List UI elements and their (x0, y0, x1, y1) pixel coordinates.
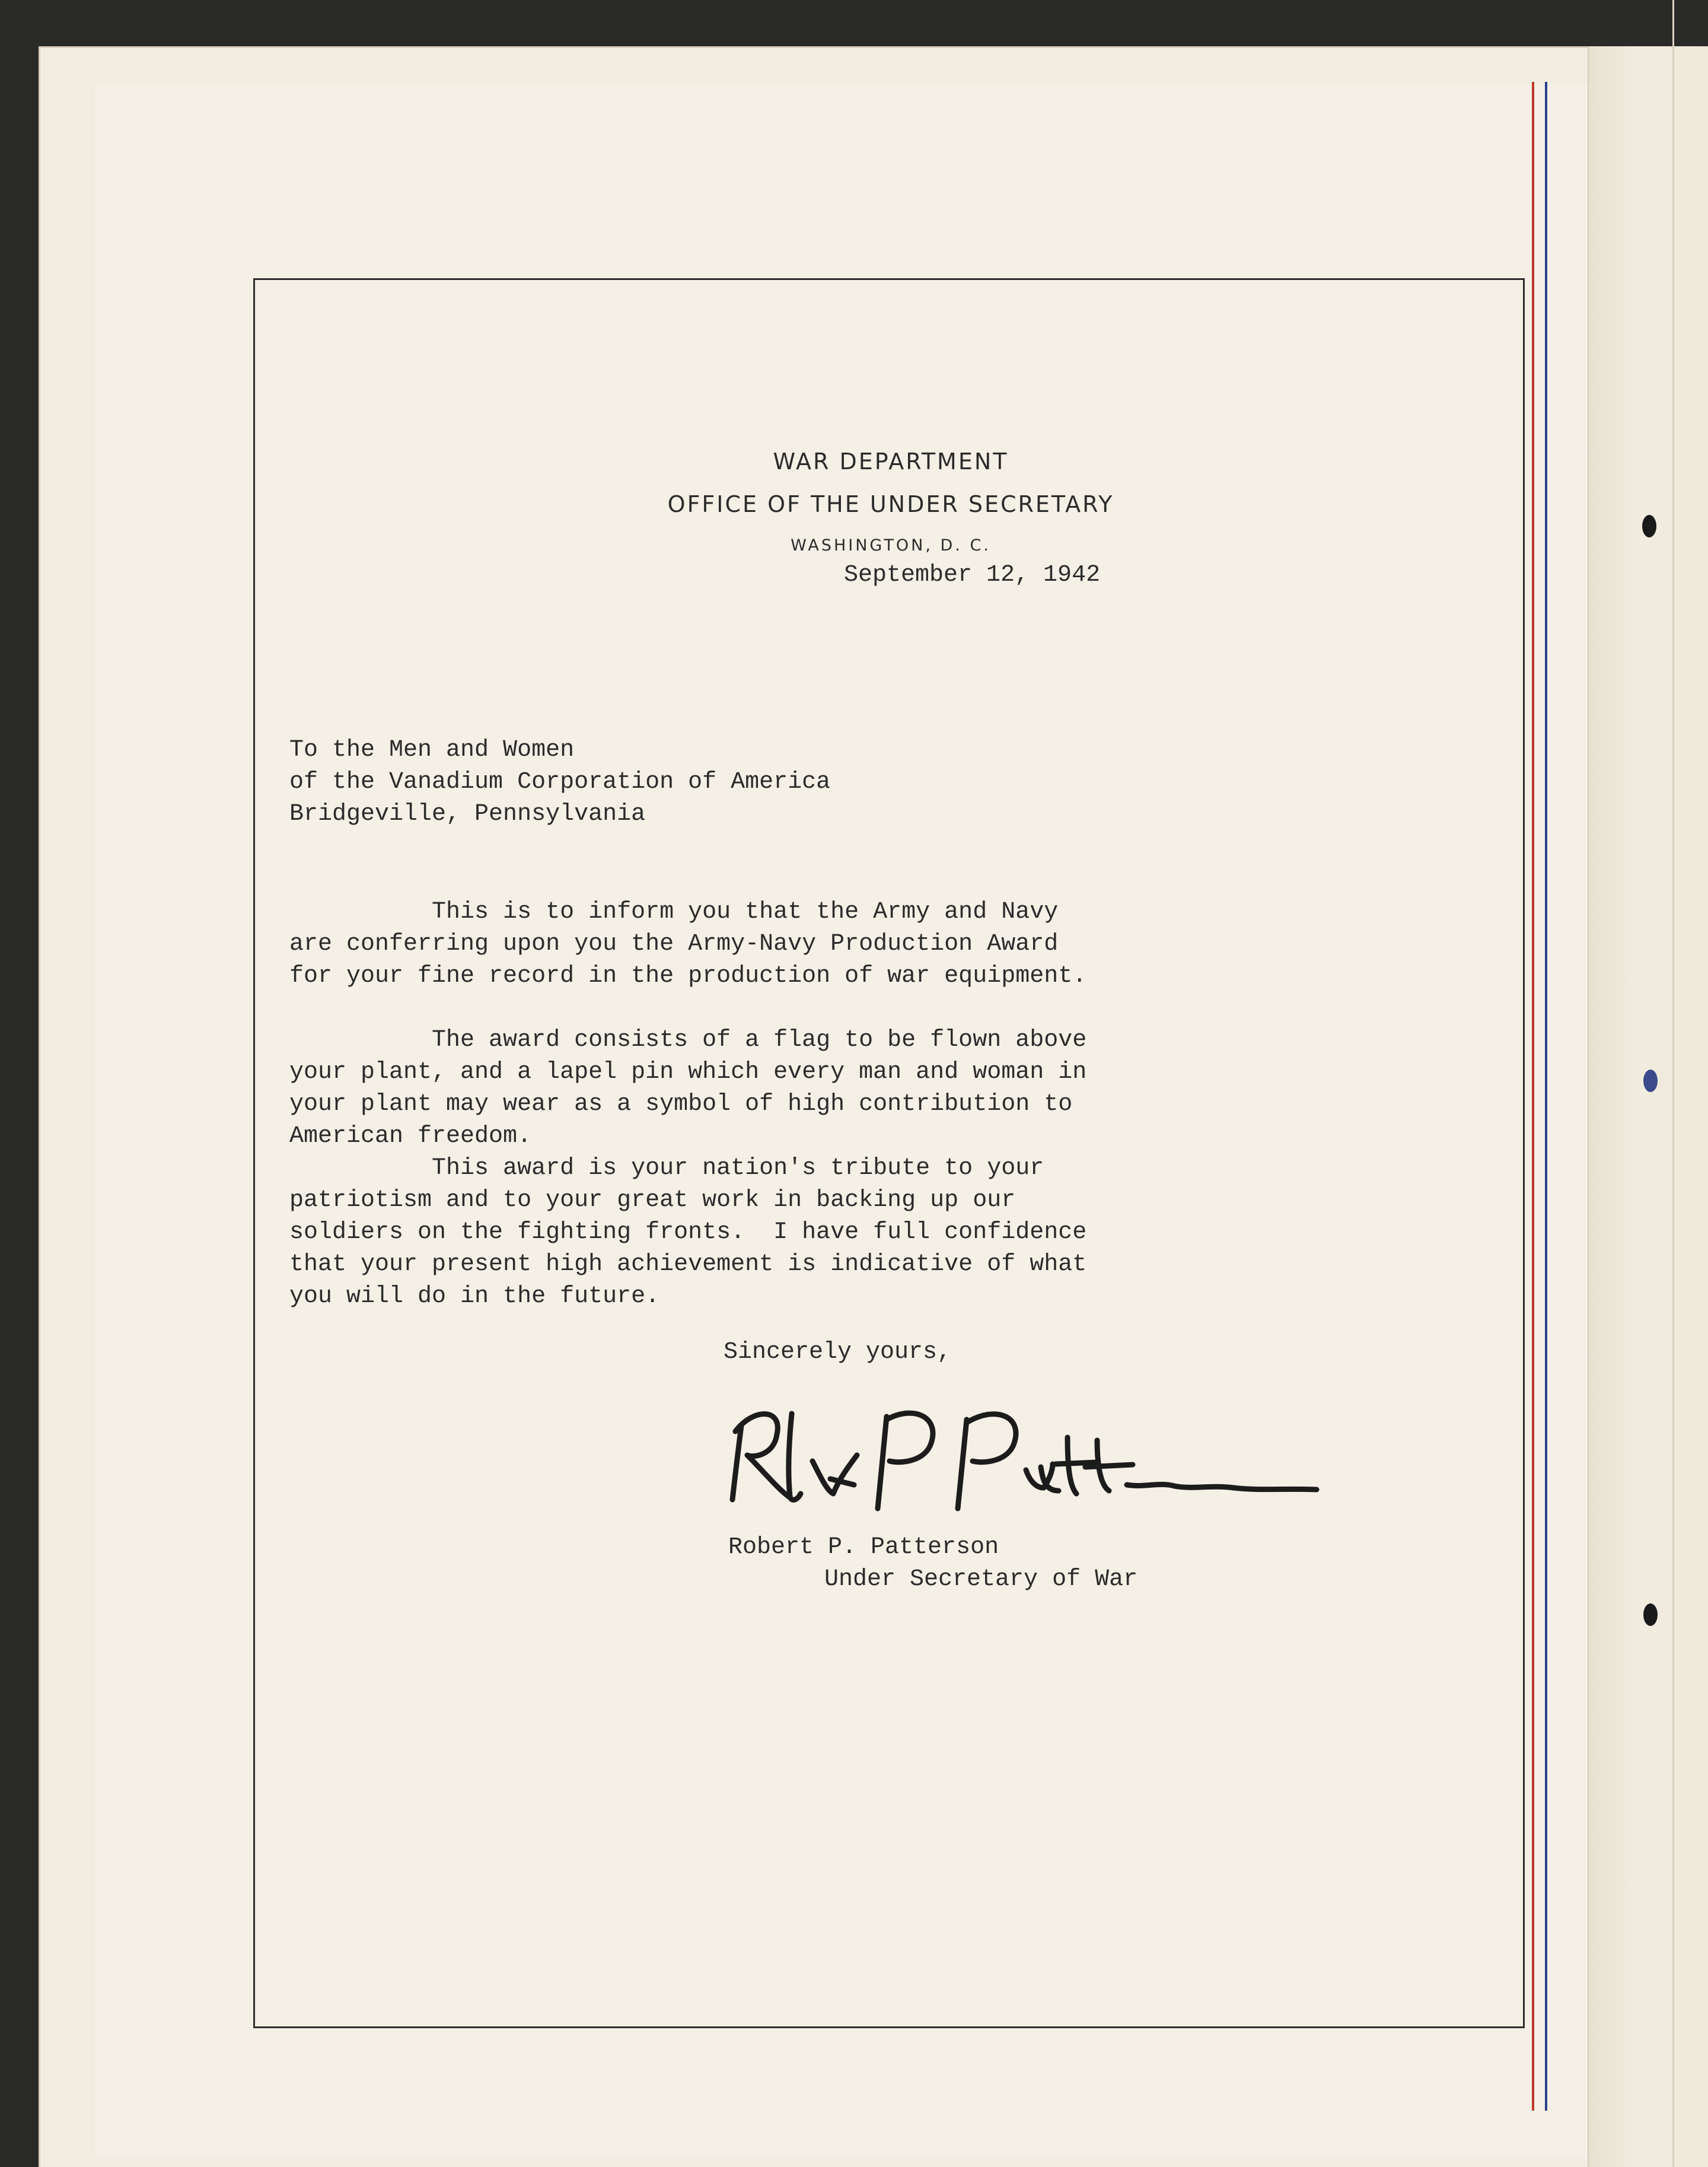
folder-right-panel (1588, 46, 1708, 2167)
signer-title: Under Secretary of War (824, 1566, 1138, 1593)
body-paragraph (289, 1024, 1086, 1153)
body-line: The award consists of a flag to be flown above (289, 1027, 1087, 1054)
body-line: This is to inform you that the Army and Navy (289, 899, 1059, 925)
punch-hole (1643, 1603, 1658, 1626)
letterhead-location: WASHINGTON, D. C. (791, 536, 991, 555)
body-line: This award is your nation's tribute to your (289, 1155, 1044, 1182)
recipient-line: Bridgeville, Pennsylvania (289, 801, 646, 828)
punch-hole (1642, 515, 1656, 537)
body-line: your plant, and a lapel pin which every man and woman in (289, 1059, 1087, 1086)
body-line: soldiers on the fighting fronts. I have full confidence (289, 1219, 1087, 1246)
folder-sheet (39, 46, 1708, 2167)
red-border-stripe (1532, 82, 1534, 2111)
recipient-address (289, 734, 830, 830)
body-line: you will do in the future. (289, 1283, 660, 1310)
recipient-line: To the Men and Women (289, 737, 575, 763)
letter-closing: Sincerely yours, (724, 1339, 952, 1366)
body-line: that your present high achievement is indicative of what (289, 1251, 1087, 1278)
letter-page (95, 85, 1675, 2158)
letterhead-department: WAR DEPARTMENT (773, 448, 1009, 475)
body-paragraph (289, 896, 1086, 992)
body-line: your plant may wear as a symbol of high contribution to (289, 1091, 1073, 1118)
handwritten-signature (718, 1390, 1340, 1520)
body-line: for your fine record in the production of war equipment. (289, 963, 1087, 989)
body-line: are conferring upon you the Army-Navy Production Award (289, 931, 1059, 957)
body-paragraph (289, 1153, 1086, 1313)
punch-hole (1643, 1070, 1658, 1092)
blue-border-stripe (1545, 82, 1547, 2111)
body-line: patriotism and to your great work in backing up our (289, 1187, 1016, 1214)
recipient-line: of the Vanadium Corporation of America (289, 769, 831, 795)
letterhead-office: OFFICE OF THE UNDER SECRETARY (667, 491, 1114, 517)
folder-fold-line (1672, 0, 1674, 2167)
signer-name: Robert P. Patterson (728, 1534, 999, 1561)
letter-date: September 12, 1942 (844, 562, 1101, 588)
body-line: American freedom. (289, 1123, 532, 1150)
